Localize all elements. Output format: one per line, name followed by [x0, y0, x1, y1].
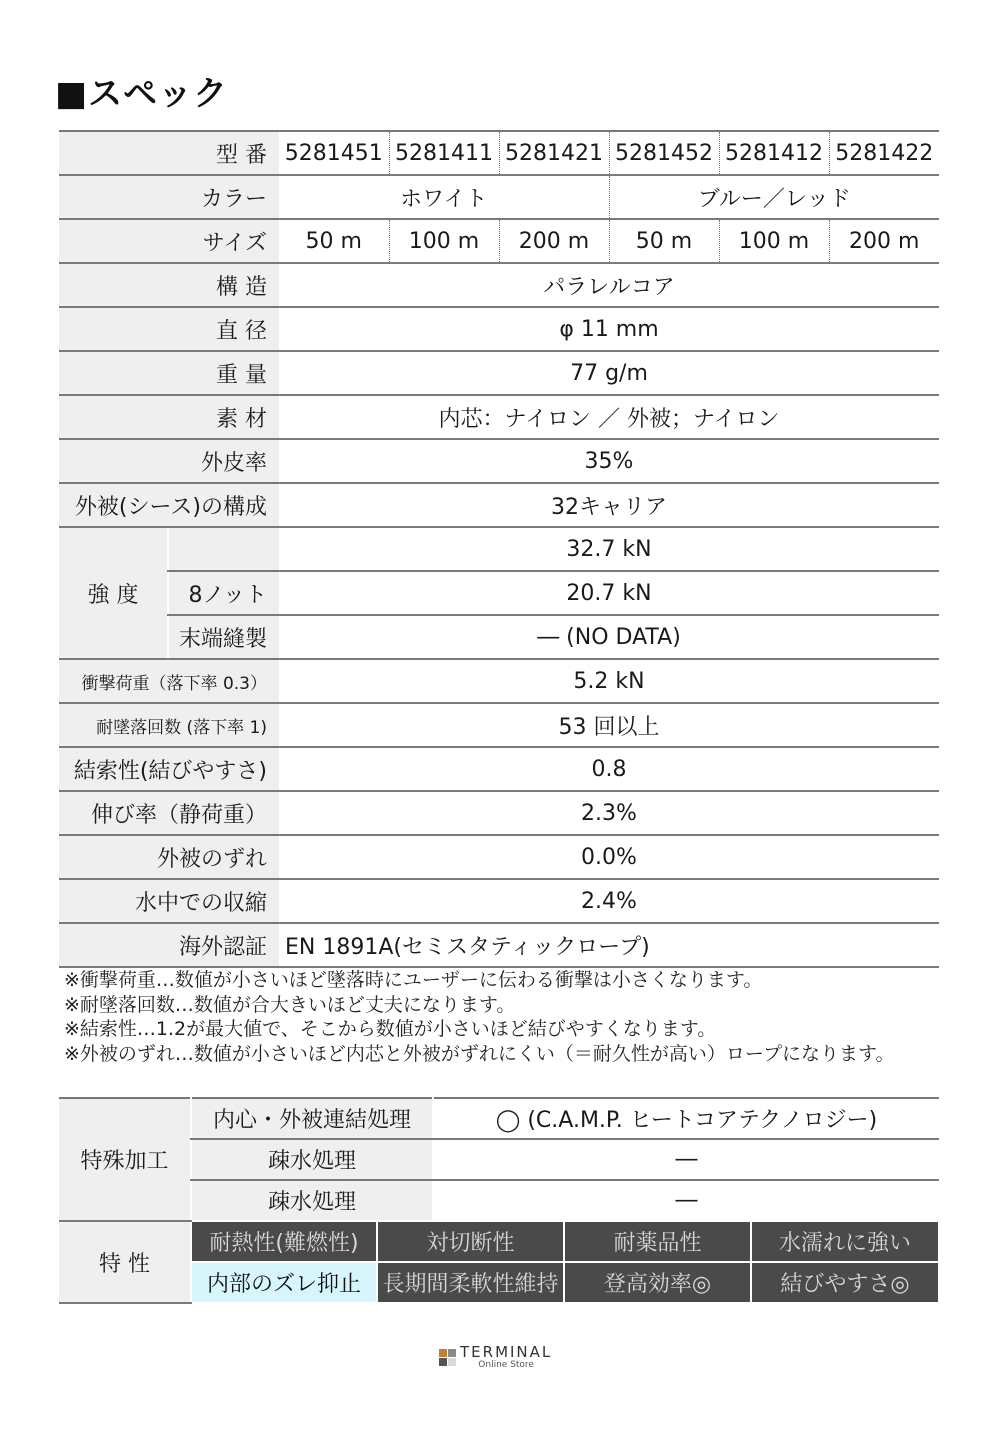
spec-table [59, 130, 939, 968]
spec-row-value: 0.0% [279, 835, 939, 879]
features-table [59, 1220, 940, 1304]
spec-row-value: パラレルコア [279, 263, 939, 307]
spec-row-label: 外被(シース)の構成 [59, 483, 279, 527]
feature-chip: 耐熱性(難燃性) [191, 1221, 377, 1262]
section-heading: ■スペック [55, 74, 229, 114]
spec-row-value: 0.8 [279, 747, 939, 791]
spec-size-cell: 200 m [499, 219, 609, 263]
special-processing-table [59, 1097, 939, 1222]
spec-row-label: 重 量 [59, 351, 279, 395]
spec-model-cell: 5281452 [609, 131, 719, 175]
strength-value: 32.7 kN [279, 527, 939, 571]
strength-value: ― (NO DATA) [279, 615, 939, 659]
terminal-logo [439, 1345, 552, 1370]
notes [64, 968, 894, 1066]
spec-model-cell: 5281411 [389, 131, 499, 175]
spec-color-cell: ホワイト [279, 175, 609, 219]
note-line: ※衝撃荷重…数値が小さいほど墜落時にユーザーに伝わる衝撃は小さくなります。 [64, 969, 763, 991]
spec-row-label: 衝撃荷重（落下率 0.3） [59, 659, 279, 703]
logo-brand: TERMINAL [460, 1343, 553, 1361]
processing-name: 疎水処理 [191, 1180, 433, 1221]
logo-subtitle: Online Store [478, 1360, 534, 1370]
note-line: ※結索性…1.2が最大値で、そこから数値が小さいほど結びやすくなります。 [64, 1018, 717, 1040]
spec-row-value: 53 回以上 [279, 703, 939, 747]
spec-size-cell: 50 m [279, 219, 389, 263]
spec-color-cell: ブルー／レッド [609, 175, 939, 219]
spec-row-value: 5.2 kN [279, 659, 939, 703]
spec-model-cell: 5281451 [279, 131, 389, 175]
strength-sub-label [168, 527, 279, 571]
strength-value: 20.7 kN [279, 571, 939, 615]
spec-model-cell: 5281422 [829, 131, 939, 175]
features-group-label: 特 性 [59, 1221, 191, 1303]
spec-cert-value: EN 1891A(セミスタティックロープ) [279, 923, 939, 967]
processing-name: 疎水処理 [191, 1139, 433, 1180]
feature-chip: 結びやすさ◎ [751, 1262, 939, 1303]
spec-model-cell: 5281412 [719, 131, 829, 175]
spec-row-label: 耐墜落回数 (落下率 1) [59, 703, 279, 747]
spec-row-label: 外皮率 [59, 439, 279, 483]
feature-chip: 水濡れに強い [751, 1221, 939, 1262]
spec-row-value: 32キャリア [279, 483, 939, 527]
spec-label-size: サイズ [59, 219, 279, 263]
spec-label-cert: 海外認証 [59, 923, 279, 967]
spec-row-label: 素 材 [59, 395, 279, 439]
feature-chip: 内部のズレ抑止 [191, 1262, 377, 1303]
feature-chip: 登高効率◎ [564, 1262, 751, 1303]
spec-label-color: カラー [59, 175, 279, 219]
feature-chip: 対切断性 [377, 1221, 564, 1262]
processing-group-label: 特殊加工 [59, 1098, 191, 1221]
spec-row-value: 2.3% [279, 791, 939, 835]
spec-row-value: 内芯：ナイロン ／ 外被；ナイロン [279, 395, 939, 439]
note-line: ※耐墜落回数…数値が合大きいほど丈夫になります。 [64, 993, 516, 1016]
strength-group-label: 強 度 [59, 527, 168, 659]
processing-value: ― [433, 1139, 939, 1180]
spec-size-cell: 200 m [829, 219, 939, 263]
spec-row-label: 水中での収縮 [59, 879, 279, 923]
note-line: ※外被のずれ…数値が小さいほど内芯と外被がずれにくい（＝耐久性が高い）ロープになります。 [64, 1042, 895, 1065]
spec-row-label: 結索性(結びやすさ) [59, 747, 279, 791]
spec-size-cell: 50 m [609, 219, 719, 263]
spec-label-model: 型 番 [59, 131, 279, 175]
spec-model-cell: 5281421 [499, 131, 609, 175]
feature-chip: 長期間柔軟性維持 [377, 1262, 564, 1303]
spec-row-label: 伸び率（静荷重） [59, 791, 279, 835]
spec-row-label: 外被のずれ [59, 835, 279, 879]
spec-row-value: 77 g/m [279, 351, 939, 395]
processing-value: ― [433, 1180, 939, 1221]
spec-size-cell: 100 m [719, 219, 829, 263]
feature-chip: 耐薬品性 [564, 1221, 751, 1262]
spec-row-value: 2.4% [279, 879, 939, 923]
strength-sub-label: 末端縫製 [168, 615, 279, 659]
strength-sub-label: 8ノット [168, 571, 279, 615]
spec-size-cell: 100 m [389, 219, 499, 263]
processing-value: ◯ (C.A.M.P. ヒートコアテクノロジー) [433, 1098, 939, 1139]
spec-row-value: 35% [279, 439, 939, 483]
spec-row-value: φ 11 mm [279, 307, 939, 351]
spec-row-label: 直 径 [59, 307, 279, 351]
processing-name: 内心・外被連結処理 [191, 1098, 433, 1139]
logo-mark-icon [439, 1349, 456, 1366]
spec-row-label: 構 造 [59, 263, 279, 307]
